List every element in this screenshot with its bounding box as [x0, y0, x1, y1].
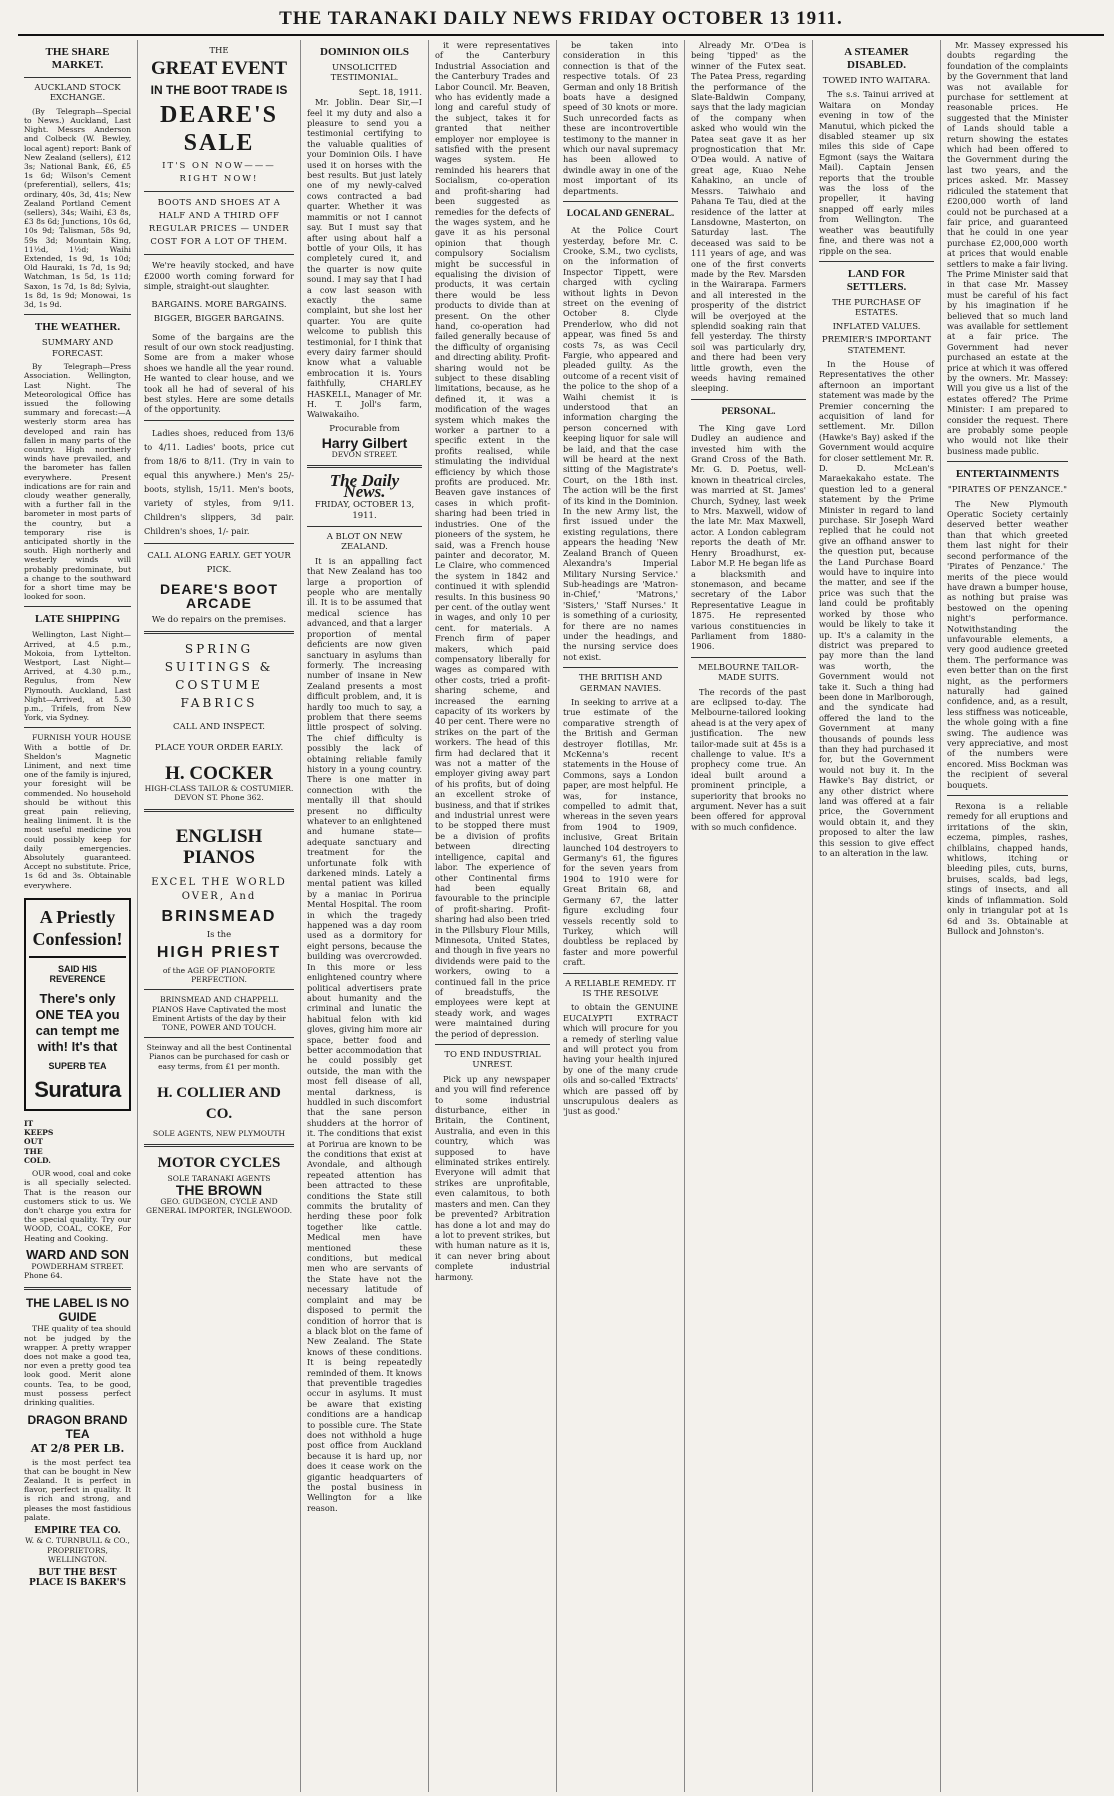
- divider: [307, 526, 422, 527]
- suratura-tea-ad: [24, 898, 131, 1111]
- remedy-body: to obtain the GENUINE EUCALYPTI EXTRACT which will procure for you a remedy of sterling value and will protect you from having your health injured by one of the many crude oils and so-called 'Extracts' which are passed off by unscrupulous dealers as 'just as good.': [563, 1002, 678, 1117]
- boot-arcade-ad: [144, 582, 294, 625]
- steamer-heading: A STEAMER DISABLED.: [844, 46, 909, 71]
- bargains-line: BARGAINS. MORE BARGAINS. BIGGER, BIGGER BARGAINS.: [151, 299, 287, 324]
- land-body: In the House of Representatives the other afternoon an important statement was made by the Premier concerning the acquisition of land for settlement. Mr. Dillon (Hawke's Bay) asked if the Government would acquire for closer settlement Mr. R. D. D. McLean's Maraekakaho estate. The question led to a general statement by the Prime Minister in regard to land purchase. Sir Joseph Ward replied that he could not give an offhand answer to the question put, because the Land Purchase Board would have to inquire into the matter, and see if the price was such that the land could be profitably worked by those who would be likely to take it up. It's a calamity in the district was prepared to pay more than the land was worth, the Government would not take it. Such a thing had been done in Marlborough, and the syndicate had offered the land to the Government at many thousands of pounds less than they had purchased it for, but the Government would not buy it. In the Hawke's Bay district, or any other district where land was offered at a fair price, the Government would obtain it, and they proposed to alter the law this session to give effect to an alteration in the law.: [819, 358, 934, 859]
- dragon-tea-ad: [24, 1413, 131, 1454]
- land-subheading-3: PREMIER'S IMPORTANT STATEMENT.: [821, 335, 932, 356]
- navy-continued-body: be taken into consideration in this connection is that of the respective totals. Of 23 German and only 18 British boats have a designed speed of 30 knots or more. Such unrecorded facts as these are incontrovertible testimony to the manner in which our naval supremacy has been allowed to dwindle away in one of the most important of its departments.: [563, 40, 678, 196]
- motor-cycles: MOTOR CYCLES: [157, 1154, 281, 1171]
- liniment-ad: FURNISH YOUR HOUSE With a bottle of Dr. Sheldon's Magnetic Liniment, and next time one of the family is injured, your foresight will be commended. No household should be without this great pain relieving, healing liniment. It is the most useful medicine you could possibly keep for daily emergencies. Absolutely guaranteed. Accept no substitute. Price, 1s 6d and 3s. Obtainable everywhere.: [24, 733, 131, 890]
- ward-son-name: WARD AND SON: [26, 1246, 129, 1262]
- spring-suitings: SPRING SUITINGS & COSTUME FABRICS: [164, 642, 274, 711]
- divider: [144, 989, 294, 990]
- columns: [18, 40, 1104, 1792]
- great-event: GREAT EVENT: [150, 58, 288, 80]
- english-pianos-ad: [144, 826, 294, 1138]
- ad-the: THE: [209, 46, 229, 56]
- land-continued-body: Mr. Massey expressed his doubts regarding the foundation of the complaints by the Government that land was not available for purchase for settlement at reasonable prices. He suggested that the Minister of Lands should table a return showing the estates which had been offered to the Government during the last two years, and the prices asked. Mr. Massey ridiculed the statement that £200,000 worth of land could not be purchased at a fair price, and guaranteed that he could in one year purchase £2,000,000 worth at prices that would enable settlers to make a fair living. The Prime Minister said that in that case Mr. Massey must be careful of his fact by his imagination if he believed that so much land was available for settlement at a fair price. The Government had never purchased an estate at the price at which it was offered by the owners. Mr. Massey: Will you give us a list of the estates offered? The Prime Minister: I am prepared to consider the request. There are probably some people who would not like their business made public.: [947, 40, 1068, 456]
- column-6: [685, 40, 813, 1792]
- masthead-title: THE TARANAKI DAILY NEWS FRIDAY OCTOBER 13 1911.: [18, 6, 1104, 36]
- local-continued-body: Already Mr. O'Dea is being 'tipped' as the winner of the Futex seat. The Patea Press, regarding the performance of the Slate-Baldwin Company, says that the lady magician of the company when asked who would win the Patea seat gave it as her prognostication that Mr. O'Dea would. A native of great age, Kuao Nehe Kahakino, an uncle of Messrs. Taiwhaio and Pahana Te Tau, died at the residence of the latter at Lansdowne, Masterton, on Saturday last. The deceased was said to be 111 years of age, and was one of the first converts made by the Rev. Marsden in the Wairarapa. Farmers and all interested in the prosperity of the district will be overjoyed at the splendid soaking rain that fell yesterday. The thirsty soil was particularly dry, and there had been very little growth, even the weeds having remained sleeping.: [691, 40, 806, 394]
- tea-ad-brand: Suratura: [34, 1077, 121, 1103]
- divider: [691, 399, 806, 400]
- divider: [144, 191, 294, 192]
- blot-body: It is an appalling fact that New Zealand has too large a proportion of people who are mentally ill. It is to be assumed that medical science has advanced, and that a larger proportion of mental deficients are now given sanctuary in asylums than formerly. The increasing number of insane in New Zealand presents a most difficult problem, and, it is hardly too much to say, a problem that there seems little prospect of solving. The chief difficulty is possibly the lack of obtaining reliable family history in a young country. There is one matter in connection with the mentally ill that should present no difficulty whatever to an enlightened and humane state—adequate sanctuary and treatment for the unfortunate folk with darkened minds. Lately a mental patient was killed by a maniac in Porirua Mental Hospital. The room in which the tragedy happened was a day room used as a dormitory for eight persons, because the building was overcrowded. In this more or less enlightened country where political advertisers prate about humanity and the criminal and lunatic the habitual felon with kid gloves, giving him more air space, better food and better accommodation that he could possibly get outside, the man with the most fell disease of all, mental darkness, is huddled in such discomfort that the sane person shudders at the horror of it. The conditions that exist at Porirua are known to be the conditions that exist at Avondale, and although repeated attention has been attracted to these conditions the State still commits the brutality of herding these poor folk together like cattle. Medical men have mentioned these conditions, but medical men who are servants of the State have not the necessary latitude of complaint and may be disposed to permit the condition of horror that is a black blot on the fame of New Zealand. The State knows of these conditions. It is being repeatedly reminded of them. It knows that preventible tragedies occur in asylums. It must be aware that existing conditions are a handicap to possible cure. The State does not withhold a huge post office from Auckland because it is hard up, nor does it cease work on the gigantic headquarters of the postal business in Wellington for a like reason.: [307, 555, 423, 1513]
- label-ad-heading: [24, 1296, 131, 1324]
- dragon-body: is the most perfect tea that can be bought in New Zealand. It is perfect in flavor, perfect in quality. It is rich and strong, and pleases the most fastidious palate.: [24, 1457, 131, 1522]
- entertainments-heading: ENTERTAINMENTS: [955, 468, 1060, 481]
- share-market-subheading: AUCKLAND STOCK EXCHANGE.: [34, 83, 121, 104]
- divider: [144, 1037, 294, 1038]
- land-heading: LAND FOR SETTLERS.: [846, 267, 907, 293]
- blot-heading: A BLOT ON NEW ZEALAND.: [326, 532, 403, 553]
- divider: [24, 727, 131, 728]
- label-ad-body: THE quality of tea should not be judged by the wrapper. A pretty wrapper does not make a good tea, nor even a pretty good tea look good. Merit alone counts. Tea, to be good, must possess perfect drinking qualities.: [24, 1324, 131, 1407]
- daily-news-date: FRIDAY, OCTOBER 13, 1911.: [314, 500, 415, 521]
- share-market-body: (By Telegraph—Special to News.) Auckland, Last Night. Messrs Anderson and Colbeck (W. Bewley, local agent) report: Bank of New Zealand (sellers), £12 3s; National Bank, £6, £5 1s 6d; Wilson's Cement (preferential), sellers, 41s; ordinary, 40s, 3d, 41s; New Zealand Portland Cement (sellers), 34s; Waihi, £3 8s, £3 8s 6d; Junctions, 10s 6d, 10s 9d; Talisman, 58s 9d, 59s 3d; Mountain King, 11½d, 1½d; Waihi Extended, 1s 9d, 1s 10d; Old Hauraki, 1s 7d, 1s 9d; Watchman, 1s 5d, 1s 11d; Saxon, 1s 7d, 1s 8d; Sylvia, 1s 8d, 1s 9d; Monowai, 1s 3d, 1s 9d.: [24, 106, 131, 310]
- motor-cycles-ad: [144, 1153, 294, 1216]
- industrial-unrest-heading: TO END INDUSTRIAL UNREST.: [444, 1050, 541, 1071]
- spring-suitings-ad: [144, 640, 294, 802]
- divider: [947, 795, 1068, 796]
- empire-tea-proprietors: W. & C. TURNBULL & CO., PROPRIETORS, WELLINGTON.: [25, 1536, 130, 1564]
- collier-name: H. COLLIER AND CO.: [157, 1084, 281, 1122]
- brinsmead-name: BRINSMEAD: [161, 907, 277, 925]
- profit-sharing-body: it were representatives of the Canterbury Industrial Association and the Canterbury Trades and Labor Council. Mr. Beaven, who has evidently made a long and careful study of the subject, takes it for granted that neither employer nor employee is satisfied with the present wages system. He reminded his hearers that Socialism, co-operation and profit-sharing had been suggested as remedies for the defects of the wages system, and he gave it as his personal opinion that though compulsory Socialism might be successful in equalising the division of products, it was certain there would be less products to divide than at present. On the other hand, co-operation had failed generally because of the difficulty of organising and directing ability. Profit-sharing would not be subject to these disabling limitations, because, as he defined it, it was a modification of the wages system which makes the worker a partner to a specific extent in the profits realised, while stimulating the individual efficiency by which those profits are produced. Mr. Beaven gave instances of cases in which profit-sharing had been tried in industries. One of the pioneers of the system, he said, was a French house painter and decorator, M. Le Claire, who commenced the system in 1842 and continued it with splendid results. In this business 90 per cent. of the outlay went in wages, and only 10 per cent. for materials. A French firm of paper makers, which paid compensatory liberally for wages as compared with other costs, tried a profit-sharing scheme, and increased the earning capacity of its workers by 40 per cent. There were no strikes on the part of the workers. The head of this firm had declared that it was not a matter of the employer giving away part of his profits, but of doing an excellent stroke of business, and that if strikes and industrial unrest were to be stopped there must be a division of profits between directing intelligence, capital and labor. The experience of other Continental firms had been equally favourable to the principle of profit-sharing. Profit-sharing had also been tried in the Pillsbury Flour Mills, Minnesota, United States, and though in five years no dividends were paid to the workers, owing to a continued fall in the price of breadstuffs, the employees were kept at steady work, and wages were maintained during the period of depression.: [435, 40, 551, 1039]
- shipping-body: Wellington, Last Night—Arrived, at 4.5 p.m., Mokoia, from Lyttelton. Westport, Last Night—Arrived, at 4.30 p.m., Regulus, from New Plymouth. Auckland, Last Night—Arrived, at 5.30 p.m., Trifels, from New York, via Sydney.: [24, 630, 131, 723]
- testimonial-date: Sept. 18, 1911.: [358, 86, 422, 97]
- column-1: [18, 40, 138, 1792]
- testimonial-body: Mr. Joblin. Dear Sir,—I feel it my duty and also a pleasure to send you a testimonial certifying to the valuable qualities of your Dominion Oils. I have used it on horses with the best results. But just lately one of my newly-calved cows contracted a bad quarter. Whether it was mammitis or not I cannot say. But I must say that after using about half a bottle of your Oils, it has completely cured it, and the quarter is now quite sound. I may say that I had a cow last season with exactly the same complaint, but she lost her quarter. You are quite welcome to publish this testimonial, for I think that every dairy farmer should know what a valuable embrocation it is. Yours faithfully, CHARLEY HASKELL, Manager of Mr. H. T. Joll's farm, Waiwakaiho.: [307, 97, 422, 420]
- column-3: [301, 40, 429, 1792]
- sale-word: SALE: [183, 130, 255, 157]
- repairs-note: We do repairs on the premises.: [151, 614, 287, 625]
- ward-son-address: POWDERHAM STREET.: [31, 1261, 124, 1271]
- divider: [563, 973, 678, 974]
- keeps-out-cold: IT KEEPS OUT THE COLD.: [24, 1119, 54, 1165]
- industrial-unrest-body: Pick up any newspaper and you will find reference to some industrial disturbance, either in Britain, the Continent, Australia, and even in this country, which was supposed to have eliminated strikes entirely. Everyone will admit that strikes are unprofitable, even calamitous, to both masters and men. Can they be prevented? Arbitration has done a lot and may do a lot to prevent strikes, but with human nature as it is, it can never bring about complete industrial harmony.: [435, 1073, 550, 1282]
- steamer-body: The s.s. Tainui arrived at Waitara on Monday evening in tow of the Manutui, which picked the disabled steamer up six miles this side of Cape Egmont (says the Waitara Mail). Captain Jensen reports that the trouble was the loss of the propeller, it having snapped off early miles from Wellington. The weather was beautifully fine, and there was not a ripple on the sea.: [819, 89, 934, 256]
- tea-ad-headline: A Priestly Confession!: [29, 906, 126, 958]
- column-2: [138, 40, 301, 1792]
- column-4: [429, 40, 557, 1792]
- divider: [307, 465, 422, 468]
- place-order: PLACE YOUR ORDER EARLY.: [154, 742, 284, 753]
- divider: [24, 606, 131, 607]
- harry-gilbert: Harry Gilbert: [321, 435, 408, 452]
- divider: [563, 201, 678, 202]
- divider: [144, 420, 294, 421]
- bargains-details: Some of the bargains are the result of our own stock readjusting. Some are from a maker whose shoes we handle all the year round. He wanted to clear house, and we took all he had of several of his best styles. Here are some details of the opportunity.: [144, 331, 294, 415]
- divider: [144, 631, 294, 634]
- dragon-brand-name: DRAGON BRAND TEA: [27, 1413, 128, 1442]
- is-the: Is the: [206, 929, 232, 940]
- rexona-ad: Rexona is a reliable remedy for all eruptions and irritations of the skin, eczema, pimples, rashes, chilblains, chapped hands, whitlows, itching or bleeding piles, cuts, burns, bruises, scalds, bad legs, stings of insects, and all kinds of inflammation. Sold only in triangular pot at 1s 6d and 3s. Obtainable at Bullock and Johnston's.: [947, 801, 1068, 936]
- divider: [144, 809, 294, 812]
- divider: [144, 254, 294, 255]
- column-8: [941, 40, 1074, 1792]
- collier-details: SOLE AGENTS, NEW PLYMOUTH: [152, 1128, 286, 1138]
- procurable-from: Procurable from: [329, 423, 400, 434]
- weather-body: By Telegraph—Press Association. Wellington, Last Night. The Meteorological Office has issued the following summary and forecast:—A westerly storm area has developed and rain has fallen in many parts of the country. High northerly winds have prevailed, and the barometer has fallen everywhere. Present indications are for rain and cloudy weather generally, with a further fall in the barometer in most parts of the country, but a temporary rise is anticipated shortly in the south. High northerly and westerly winds will probably predominate, but a change to the southward for a short time may be looked for soon.: [24, 362, 131, 602]
- tea-ad-quote: There's only ONE TEA you can tempt me with! It's that: [35, 990, 120, 1054]
- land-subheading-1: THE PURCHASE OF ESTATES.: [832, 297, 921, 319]
- deares-sale-ad: [144, 46, 294, 255]
- steamer-subheading: TOWED INTO WAITARA.: [822, 76, 931, 86]
- entertainments-body: The New Plymouth Operatic Society certainly deserved better weather than that which greeted them last night for their second performance of the 'Pirates of Penzance.' The merits of the piece would have drawn a bumper house, as nothing but praise was bestowed on the opening night's performance. Notwithstanding the unfavourable elements, a very good audience greeted them. The performance was even better than on the first night, as the performers naturally had gained confidence, and, as a result, less stiffness was noticeable, the whole going with a fine swing. The audience was very appreciative, and most of the numbers were encored. Miss Bockman was the recipient of several bouquets.: [947, 498, 1068, 790]
- tailor-body: The records of the past are eclipsed to-day. The Melbourne-tailored looking ahead is at the very apex of justification. The new tailor-made suit at 45s is a challenge to value. It's a prophecy come true. An ideal built around a prominent principle, a superiority that brooks no argument. Never has a suit been offered for approval with so much confidence.: [691, 686, 806, 832]
- divider: [947, 461, 1068, 462]
- the-brown: THE BROWN: [175, 1182, 263, 1199]
- wood-coal-ad: OUR wood, coal and coke is all specially selected. That is the reason our customers stick to us. We don't charge you extra for the special quality. Try our WOOD, COAL, COKE, For Heating and Cooking.: [24, 1169, 131, 1243]
- weather-heading: THE WEATHER.: [34, 321, 121, 334]
- gilbert-ad: [307, 436, 422, 459]
- personal-body: The King gave Lord Dudley an audience and invested him with the Grand Cross of the Bath. Mr. G. D. Poetus, well-known in theatrical circles, was married at St. James' Church, Sydney, last week to Mrs. Maxwell, widow of the late Mr. Max Maxwell, actor. A London cablegram reports the death of Mr. Henry Broadhurst, ex-Labor M.P. He began life as a blacksmith and stonemason, and became secretary of the Labor Representative League in 1875. He represented various constituencies in Parliament from 1880-1906.: [691, 422, 806, 652]
- stocked-text: We're heavily stocked, and have £2000 worth coming forward for simple, straight-out slaughter.: [144, 260, 294, 292]
- call-early: CALL ALONG EARLY. GET YOUR PICK.: [147, 550, 291, 575]
- cocker-details: HIGH-CLASS TAILOR & COSTUMIER. DEVON ST. Phone 362.: [144, 784, 294, 803]
- divider: [563, 667, 678, 668]
- gudgeon-details: GEO. GUDGEON, CYCLE AND GENERAL IMPORTER, INGLEWOOD.: [145, 1197, 293, 1216]
- ward-son-phone: Phone 64.: [24, 1270, 63, 1280]
- land-subheading-2: INFLATED VALUES.: [832, 321, 921, 332]
- divider: [435, 1044, 550, 1045]
- now-on: IT'S ON NOW———RIGHT NOW!: [162, 161, 276, 185]
- boots-shoes-line: BOOTS AND SHOES AT A HALF AND A THIRD OFF REGULAR PRICES — UNDER COST FOR A LOT OF THEM.: [148, 198, 290, 248]
- boot-trade: IN THE BOOT TRADE IS: [150, 83, 288, 98]
- ward-son-ad: [24, 1248, 131, 1282]
- weather-subheading: SUMMARY AND FORECAST.: [41, 338, 114, 359]
- divider: [691, 657, 806, 658]
- high-priest: HIGH PRIEST: [156, 943, 282, 961]
- tea-ad-superb: SUPERB TEA: [48, 1060, 107, 1071]
- local-general-heading: LOCAL AND GENERAL.: [566, 209, 675, 220]
- price-list: Ladies shoes, reduced from 13/6 to 4/11. Ladies' boots, price cut from 18/6 to 8/11. (Try in vain to equal this anywhere.) Men's 25/- boots, stylish, 15/11. Men's boots, variety of styles, from 9/11. Children's slippers, 3d pair. Children's shoes, 1/- pair.: [144, 427, 294, 536]
- divider: [144, 1144, 294, 1147]
- entertainments-subheading: "PIRATES OF PENZANCE.": [947, 485, 1068, 496]
- english-pianos: ENGLISH PIANOS: [175, 825, 263, 868]
- testimonial-sub: UNSOLICITED TESTIMONIAL.: [330, 63, 399, 84]
- shipping-heading: LATE SHIPPING: [34, 613, 121, 626]
- share-market-heading: THE SHARE MARKET.: [45, 46, 110, 71]
- empire-tea-name: EMPIRE TEA CO.: [34, 1525, 121, 1536]
- brinsmead-chappell: BRINSMEAD AND CHAPPELL PIANOS Have Captivated the most Eminent Artists of the day by their TONE, POWER AND TOUCH.: [151, 995, 287, 1032]
- empire-tea-ad: [24, 1526, 131, 1564]
- label-ad-title: THE LABEL IS NO GUIDE: [25, 1296, 130, 1325]
- cocker-name: H. COCKER: [165, 763, 273, 785]
- sole-agents: SOLE TARANAKI AGENTS: [167, 1173, 271, 1183]
- navies-body: In seeking to arrive at a true estimate of the comparative strength of the British and German destroyer flotillas, Mr. McKenna's recent statements in the House of Commons, says a London paper, are most helpful. He was, for instance, compelled to admit that, whereas in the seven years from 1904 to 1909, inclusive, Great Britain launched 104 destroyers to Germany's 61, the figures for the seven years from 1904 to 1910 were for Great Britain 68, and Germany 67, the latter figure excluding four vessels recently sold to Turkey, which will doubtless be replaced by faster and more powerful craft.: [563, 696, 678, 968]
- divider: [24, 77, 131, 78]
- divider: [819, 261, 934, 262]
- dominion-oils-heading: DOMINION OILS: [320, 46, 409, 58]
- call-inspect: CALL AND INSPECT.: [173, 722, 265, 733]
- bakers-tagline: BUT THE BEST PLACE IS BAKER'S: [28, 1568, 127, 1589]
- deares-name: DEARE'S: [159, 102, 279, 129]
- remedy-heading: A RELIABLE REMEDY. IT IS THE RESOLVE: [565, 978, 676, 999]
- excel-line: EXCEL THE WORLD OVER, And: [151, 876, 287, 902]
- dragon-price: AT 2/8 PER LB.: [30, 1442, 125, 1456]
- personal-heading: PERSONAL.: [721, 406, 776, 417]
- divider: [24, 1287, 131, 1290]
- column-7: [813, 40, 941, 1792]
- boot-arcade-name: DEARE'S BOOT ARCADE: [159, 580, 278, 611]
- divider: [144, 543, 294, 544]
- divider: [24, 314, 131, 315]
- daily-news-title: The Daily News.: [329, 471, 400, 501]
- tea-ad-said: SAID HIS REVERENCE: [49, 963, 106, 985]
- local-general-body: At the Police Court yesterday, before Mr. C. Crooke, S.M., two cyclists, on the information of Inspector Tippett, were charged with cycling without lights in Devon street on the evening of October 8. Clyde Prenderlow, who did not appear, was fined 5s and costs 7s, as was Cecil Fargie, who appeared and pleaded guilty. As the outcome of a recent visit of the police to the shop of a Waihi chemist it is understood that an information charging the person concerned with keeping liquor for sale will be laid, and that the case will be heard at the next sitting of the Magistrate's Court, on the 18th inst. The action will be the first of its kind in the Dominion. In the new Army list, the first issued under the existing regulations, there appears the heading 'New Zealand Branch of Queen Alexandra's Imperial Military Nursing Service.' Sub-headings are 'Matron-in-Chief,' 'Matrons,' 'Sisters,' 'Staff Nurses.' It is something of a curiosity, for there are no names under the headings, and the nursing service does not exist.: [563, 225, 678, 662]
- column-5: [557, 40, 685, 1792]
- navies-heading: THE BRITISH AND GERMAN NAVIES.: [578, 673, 663, 694]
- pianoforte-perfection: of the AGE OF PIANOFORTE PERFECTION.: [162, 965, 276, 985]
- tailor-heading: MELBOURNE TAILOR-MADE SUITS.: [698, 662, 799, 684]
- steinway-note: Steinway and all the best Continental Pianos can be purchased for cash or easy terms, from £1 per month.: [146, 1043, 292, 1071]
- devon-street: DEVON STREET.: [331, 450, 398, 460]
